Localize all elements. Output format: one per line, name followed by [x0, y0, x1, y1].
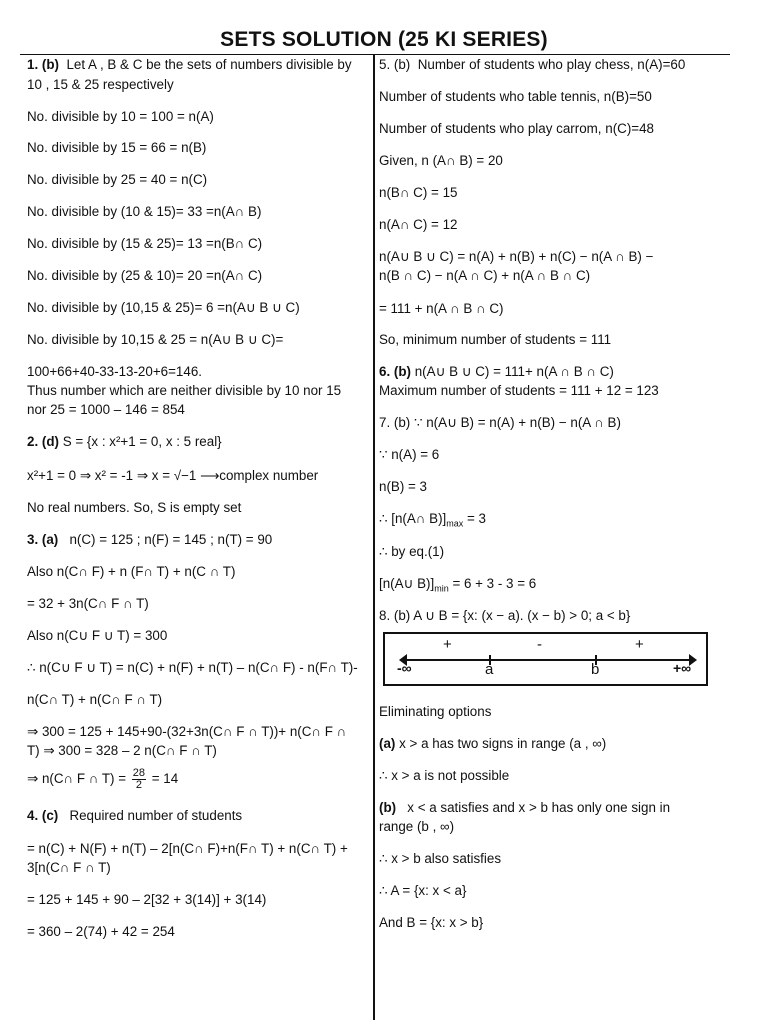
- q5-line: Number of students who play carrom, n(C)=48: [379, 121, 654, 136]
- q5-line: n(B ∩ C) − n(A ∩ C) + n(A ∩ B ∩ C): [379, 268, 591, 283]
- q5-line: Number of students who table tennis, n(B)=50: [379, 89, 652, 104]
- q1-answer: 1. (b): [27, 57, 59, 72]
- q3-line: ⇒ n(C∩ F ∩ T) = $\frac{28}{2}$ = 14: [27, 767, 179, 791]
- q1-line: No. divisible by (25 & 10)= 20 =n(A∩ C): [27, 268, 263, 283]
- q7-line: ∵ n(A) = 6: [379, 447, 440, 462]
- q7-line: 7. (b) ∵ n(A∪ B) = n(A) + n(B) − n(A ∩ B): [379, 415, 621, 430]
- q5-answer: 5. (b): [379, 57, 411, 72]
- q3-line: = 32 + 3n(C∩ F ∩ T): [27, 596, 149, 611]
- q6-line: Maximum number of students = 111 + 12 = 123: [379, 383, 659, 398]
- q2-answer: 2. (d): [27, 434, 59, 449]
- fraction: [132, 768, 146, 791]
- q1-line: No. divisible by 10,15 & 25 = n(A∪ B ∪ C)=: [27, 332, 284, 347]
- column-divider: [373, 54, 375, 1020]
- q1-line: 1. (b) Let A , B & C be the sets of numbers divisible by: [27, 57, 352, 72]
- q1-line: No. divisible by 15 = 66 = n(B): [27, 140, 207, 155]
- sign-label: -: [537, 636, 542, 653]
- q3-line: Also n(C∩ F) + n (F∩ T) + n(C ∩ T): [27, 564, 236, 579]
- q1-line: No. divisible by (10 & 15)= 33 =n(A∩ B): [27, 204, 262, 219]
- fraction-numerator: 28: [132, 767, 146, 779]
- q8-line: ∴ x > b also satisfies: [379, 851, 502, 866]
- q1-line: nor 25 = 1000 – 146 = 854: [27, 402, 185, 417]
- q1-line: 10 , 15 & 25 respectively: [27, 77, 174, 92]
- q4-line: = 360 – 2(74) + 42 = 254: [27, 924, 175, 939]
- q7-line: n(B) = 3: [379, 479, 428, 494]
- point-b-label: b: [591, 661, 600, 678]
- option-b-label: (b): [379, 800, 397, 815]
- q8-line: ∴ x > a is not possible: [379, 768, 510, 783]
- sign-label: +: [635, 636, 644, 653]
- option-a-label: (a): [379, 736, 396, 751]
- q5-line: n(A∪ B ∪ C) = n(A) + n(B) + n(C) − n(A ∩ B) −: [379, 249, 654, 264]
- pos-infinity-label: +∞: [673, 660, 692, 676]
- q5-line: = 111 + n(A ∩ B ∩ C): [379, 301, 504, 316]
- q3-line: 3. (a) n(C) = 125 ; n(F) = 145 ; n(T) = 90: [27, 532, 273, 547]
- q7-answer: 7. (b): [379, 415, 411, 430]
- header-divider: [20, 54, 730, 55]
- q8-line: And B = {x: x > b}: [379, 915, 484, 930]
- q7-line: ∴ by eq.(1): [379, 544, 445, 559]
- q8-line: (b) x < a satisfies and x > b has only one sign in: [379, 800, 671, 815]
- q7-line: [n(A∪ $B)]_{min} = 6 + 3 - 3 = 6$: [379, 576, 537, 594]
- q5-line: So, minimum number of students = 111: [379, 332, 612, 347]
- sign-label: +: [443, 636, 452, 653]
- q1-line: No. divisible by (15 & 25)= 13 =n(B∩ C): [27, 236, 263, 251]
- q8-answer: 8. (b): [379, 608, 411, 623]
- q3-answer: 3. (a): [27, 532, 59, 547]
- q8-line: 8. (b) A ∪ B = {x: (x − a). (x − b) > 0; a < b}: [379, 608, 631, 623]
- fraction-denominator: 2: [135, 779, 142, 791]
- q1-line: No. divisible by (10,15 & 25)= 6 =n(A∪ B ∪ C): [27, 300, 300, 315]
- q2-line: 2. (d) S = {x : x²+1 = 0, x : 5 real}: [27, 434, 222, 449]
- q4-line: 3[n(C∩ F ∩ T): [27, 860, 111, 875]
- q4-line: = 125 + 145 + 90 – 2[32 + 3(14)] + 3(14): [27, 892, 267, 907]
- neg-infinity-label: -∞: [397, 660, 412, 676]
- q5-line: 5. (b) Number of students who play chess, n(A)=60: [379, 57, 686, 72]
- q3-line: Also n(C∪ F ∪ T) = 300: [27, 628, 168, 643]
- q6-line: 6. (b) n(A∪ B ∪ C) = 111+ n(A ∩ B ∩ C): [379, 364, 614, 379]
- q8-line: (a) x > a has two signs in range (a , ∞): [379, 736, 607, 751]
- q2-line: x²+1 = 0 ⇒ x² = -1 ⇒ x = √−1 ⟶complex number: [27, 468, 319, 483]
- q1-line: 100+66+40-33-13-20+6=146.: [27, 364, 202, 379]
- q3-line: T) ⇒ 300 = 328 – 2 n(C∩ F ∩ T): [27, 743, 217, 758]
- q4-line: 4. (c) Required number of students: [27, 808, 243, 823]
- q5-line: n(A∩ C) = 12: [379, 217, 458, 232]
- q1-line: Thus number which are neither divisible by 10 nor 15: [27, 383, 342, 398]
- page-title: SETS SOLUTION (25 KI SERIES): [220, 28, 548, 51]
- q1-line: No. divisible by 25 = 40 = n(C): [27, 172, 208, 187]
- q5-line: Given, n (A∩ B) = 20: [379, 153, 503, 168]
- q8-line: Eliminating options: [379, 704, 492, 719]
- q6-answer: 6. (b): [379, 364, 411, 379]
- number-line-axis: [403, 659, 691, 661]
- q3-line: ∴ n(C∪ F ∪ T) = n(C) + n(F) + n(T) – n(C∩ F) - n(F∩ T)-: [27, 660, 358, 675]
- q4-line: = n(C) + N(F) + n(T) – 2[n(C∩ F)+n(F∩ T) + n(C∩ T) +: [27, 841, 348, 856]
- point-a-label: a: [485, 661, 494, 678]
- q5-line: n(B∩ C) = 15: [379, 185, 458, 200]
- q8-line: range (b , ∞): [379, 819, 455, 834]
- q3-line: ⇒ 300 = 125 + 145+90-(32+3n(C∩ F ∩ T))+ n(C∩ F ∩: [27, 724, 347, 739]
- q1-line: No. divisible by 10 = 100 = n(A): [27, 109, 214, 124]
- q4-answer: 4. (c): [27, 808, 59, 823]
- q8-line: ∴ A = {x: x < a}: [379, 883, 467, 898]
- q3-line: n(C∩ T) + n(C∩ F ∩ T): [27, 692, 163, 707]
- number-line-diagram: [383, 632, 708, 686]
- q7-line: ∴ [n(A∩ $B)]_{max} = 3$: [379, 511, 486, 529]
- q2-line: No real numbers. So, S is empty set: [27, 500, 242, 515]
